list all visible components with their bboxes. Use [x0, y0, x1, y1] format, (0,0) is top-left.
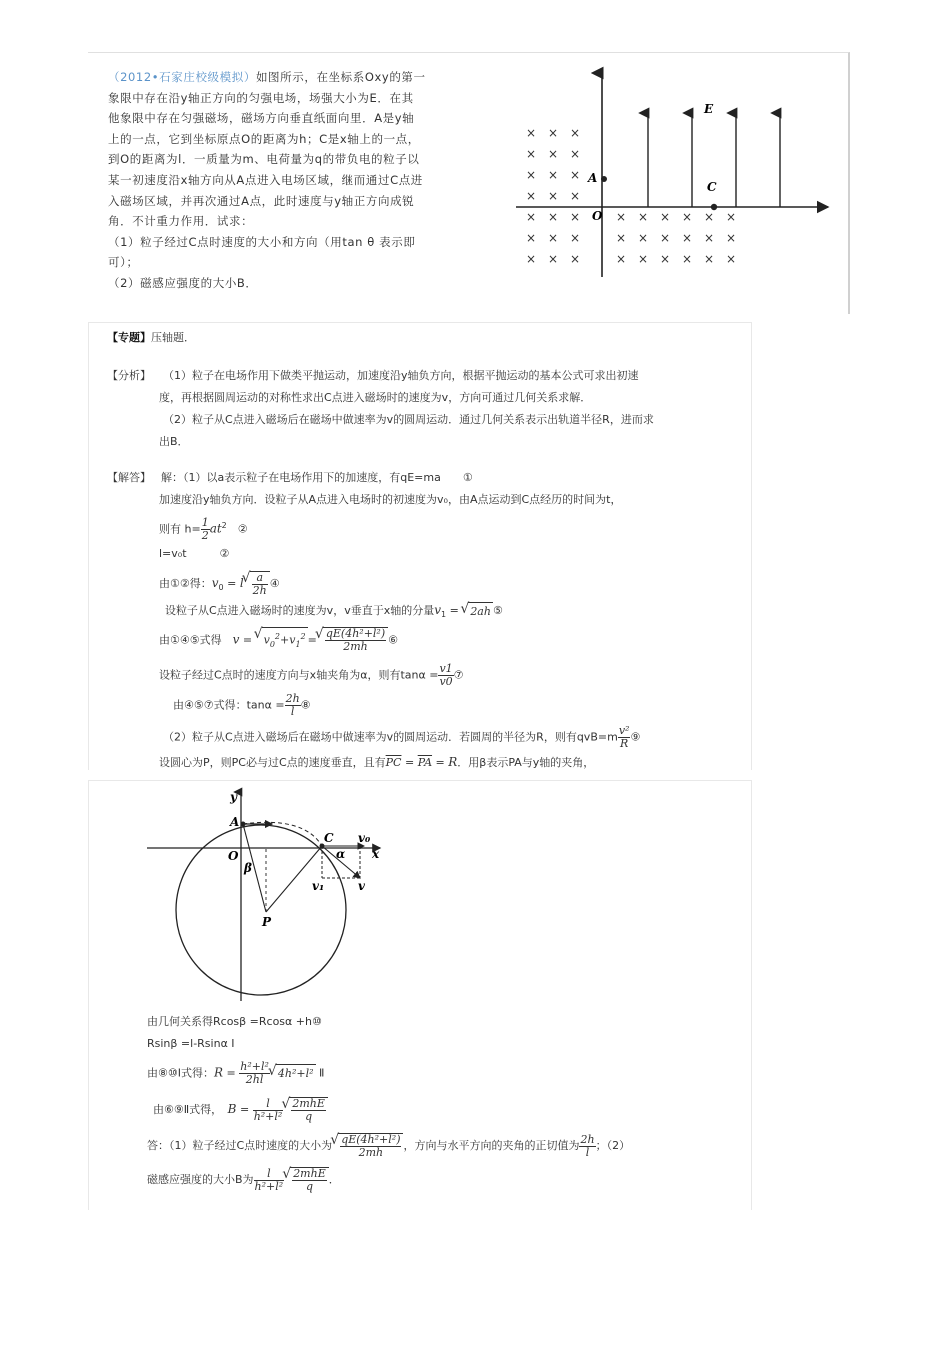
solution-step-10: （2）粒子从C点进入磁场后在磁场中做速率为v的圆周运动．若圆周的半径为R，则有qvB=m $\frac{\text{v²}}{R}$ ⑨: [163, 724, 641, 750]
topic-text: 压轴题．: [151, 331, 195, 344]
label-E: E: [704, 102, 714, 116]
solution-card: [88, 322, 752, 770]
label-O: O: [592, 209, 603, 223]
field-cross: ×: [616, 210, 627, 224]
field-cross: ×: [570, 231, 581, 245]
field-cross: ×: [704, 231, 715, 245]
field-cross: ×: [526, 126, 537, 140]
solution-step-1: 解：（1）以a表示粒子在电场作用下的加速度，有qE=ma ①: [161, 471, 473, 484]
field-cross: ×: [526, 147, 537, 161]
solution-step-9: 由④⑤⑦式得：tanα = $\frac{2h}{l}$ ⑧: [173, 692, 311, 718]
label-alpha: α: [336, 847, 346, 861]
problem-line: 如图所示，在坐标系Oxy的第一: [255, 70, 426, 84]
problem-line: 到O的距离为l．一质量为m、电荷量为q的带负电的粒子以: [108, 152, 420, 167]
solution-step-2: 加速度沿y轴负方向．设粒子从A点进入电场时的初速度为v₀，由A点运动到C点经历的时间为t，: [159, 493, 622, 506]
solution-step-11: 设圆心为P，则PC必与过C点的速度垂直，且有$\overline{PC} = \overline{PA} = R$．用β表示PA与y轴的夹角，: [159, 755, 595, 769]
label-C: C: [707, 180, 717, 194]
field-cross: ×: [548, 168, 559, 182]
field-cross: ×: [526, 252, 537, 266]
field-cross: ×: [682, 252, 693, 266]
field-cross: ×: [616, 231, 627, 245]
field-cross: ×: [638, 231, 649, 245]
analysis-line: 度，再根据圆周运动的对称性求出C点进入磁场时的速度为v，方向可通过几何关系求解．: [159, 391, 592, 404]
field-cross: ×: [526, 231, 537, 245]
problem-line: 上的一点，它到坐标原点O的距离为h；C是x轴上的一点，: [108, 131, 420, 146]
geometry-eq-1: 由几何关系得Rcosβ =Rcosα +h⑩: [147, 1015, 322, 1028]
field-cross: ×: [548, 126, 559, 140]
field-cross: ×: [548, 252, 559, 266]
field-cross: ×: [704, 210, 715, 224]
field-cross: ×: [660, 231, 671, 245]
field-cross: ×: [570, 168, 581, 182]
figure-card: [88, 780, 752, 1210]
label-y: y: [230, 790, 237, 804]
field-cross: ×: [548, 147, 559, 161]
solution-step-4: l=v₀t ②: [159, 547, 230, 560]
b-field-result: 由⑥⑨Ⅱ式得， B = $\frac{l}{\text{h²+l²}}$ √ $\frac{\text{2mhE}}{q}$: [153, 1097, 328, 1123]
problem-line: 某一初速度沿x轴方向从A点进入电场区域，继而通过C点进: [108, 172, 423, 187]
field-cross: ×: [570, 210, 581, 224]
solution-step-8: 设粒子经过C点时的速度方向与x轴夹角为α，则有tanα = $\frac{v1}{v0}$ ⑦: [159, 662, 464, 688]
analysis-line: （2）粒子从C点进入磁场后在磁场中做速率为v的圆周运动．通过几何关系表示出轨道半径R，进而求: [163, 413, 654, 426]
solution-step-5: 由①②得：$v_0 = l$ √ $\frac{a}{2h}$ ④: [159, 571, 280, 597]
field-cross: ×: [548, 231, 559, 245]
label-A: A: [230, 815, 240, 829]
label-P: P: [262, 915, 272, 929]
solution-step-6: 设粒子从C点进入磁场时的速度为v，v垂直于x轴的分量$v_1$ = √ 2ah ⑤: [165, 601, 503, 624]
field-cross: ×: [726, 252, 737, 266]
solution-step-3: 则有 h= $\frac{1}{2}$ $at^2$ ②: [159, 516, 248, 543]
label-v1: v₁: [312, 879, 325, 893]
topic-tag: 【专题】: [107, 331, 151, 344]
final-answer-1: 答：（1）粒子经过C点时速度的大小为 √ $\frac{\text{qE(4h²+l²)}}{2mh}$ ，方向与水平方向的夹角的正切值为 $\frac{2h}{l}$ ；（2）: [147, 1133, 630, 1159]
problem-line: 他象限中存在匀强磁场，磁场方向垂直纸面向里．A是y轴: [108, 111, 415, 126]
field-cross: ×: [682, 231, 693, 245]
solution-step-7: 由①④⑤式得 v = √ $v_0^2+v_1^2$ = √ $\frac{\text{qE(4h²+l²)}}{2mh}$ ⑥: [159, 627, 398, 654]
label-O: O: [228, 849, 239, 863]
field-cross: ×: [638, 252, 649, 266]
problem-line: （1）粒子经过C点时速度的大小和方向（用tan θ 表示即: [108, 234, 416, 249]
point-A: [601, 176, 607, 182]
radius-result: 由⑧⑩Ⅰ式得：R = $\frac{\text{h²+l²}}{2hl}$ √ 4h²+l² Ⅱ: [147, 1061, 324, 1086]
analysis-line: （1）粒子在电场作用下做类平抛运动，加速度沿y轴负方向，根据平抛运动的基本公式可求出初速: [163, 369, 639, 382]
field-cross: ×: [570, 252, 581, 266]
field-cross: ×: [704, 252, 715, 266]
trajectory-circle: [176, 825, 346, 995]
answer-tag: 【解答】: [107, 471, 151, 484]
label-v: v: [358, 879, 365, 893]
label-A: A: [588, 171, 598, 185]
field-cross: ×: [526, 210, 537, 224]
label-C: C: [324, 831, 334, 845]
point-A: [241, 822, 246, 827]
circle-trajectory-diagram: [144, 786, 434, 1011]
field-cross: ×: [726, 210, 737, 224]
magnetic-field-crosses: [526, 126, 736, 266]
field-cross: ×: [570, 189, 581, 203]
analysis-tag: 【分析】: [107, 369, 151, 382]
field-cross: ×: [570, 147, 581, 161]
problem-line: 角．不计重力作用．试求：: [108, 214, 254, 229]
field-cross: ×: [548, 210, 559, 224]
label-x: x: [372, 847, 380, 861]
label-beta: β: [244, 861, 252, 875]
field-cross: ×: [638, 210, 649, 224]
problem-card: [88, 52, 850, 314]
problem-statement: [108, 67, 506, 294]
problem-line: 入磁场区域，并再次通过A点，此时速度与y轴正方向成锐: [108, 193, 415, 208]
field-cross: ×: [616, 252, 627, 266]
label-v0: v₀: [358, 831, 371, 845]
problem-line: 可）；: [108, 255, 139, 270]
field-diagram: [508, 65, 838, 277]
geometry-eq-2: Rsinβ =l-Rsinα Ⅰ: [147, 1037, 235, 1050]
topic-row: [107, 329, 195, 347]
problem-line: （2）磁感应强度的大小B．: [108, 275, 258, 290]
problem-line: 象限中存在沿y轴正方向的匀强电场，场强大小为E．在其: [108, 90, 414, 105]
analysis-line: 出B．: [159, 435, 189, 448]
field-cross: ×: [726, 231, 737, 245]
problem-source: （2012•石家庄校级模拟）: [108, 70, 256, 84]
field-cross: ×: [548, 189, 559, 203]
field-cross: ×: [526, 189, 537, 203]
final-answer-2: 磁感应强度的大小B为 $\frac{l}{\text{h²+l²}}$ √ $\frac{\text{2mhE}}{q}$ ．: [147, 1167, 340, 1193]
field-cross: ×: [660, 210, 671, 224]
field-cross: ×: [682, 210, 693, 224]
field-cross: ×: [570, 126, 581, 140]
field-cross: ×: [526, 168, 537, 182]
field-cross: ×: [660, 252, 671, 266]
